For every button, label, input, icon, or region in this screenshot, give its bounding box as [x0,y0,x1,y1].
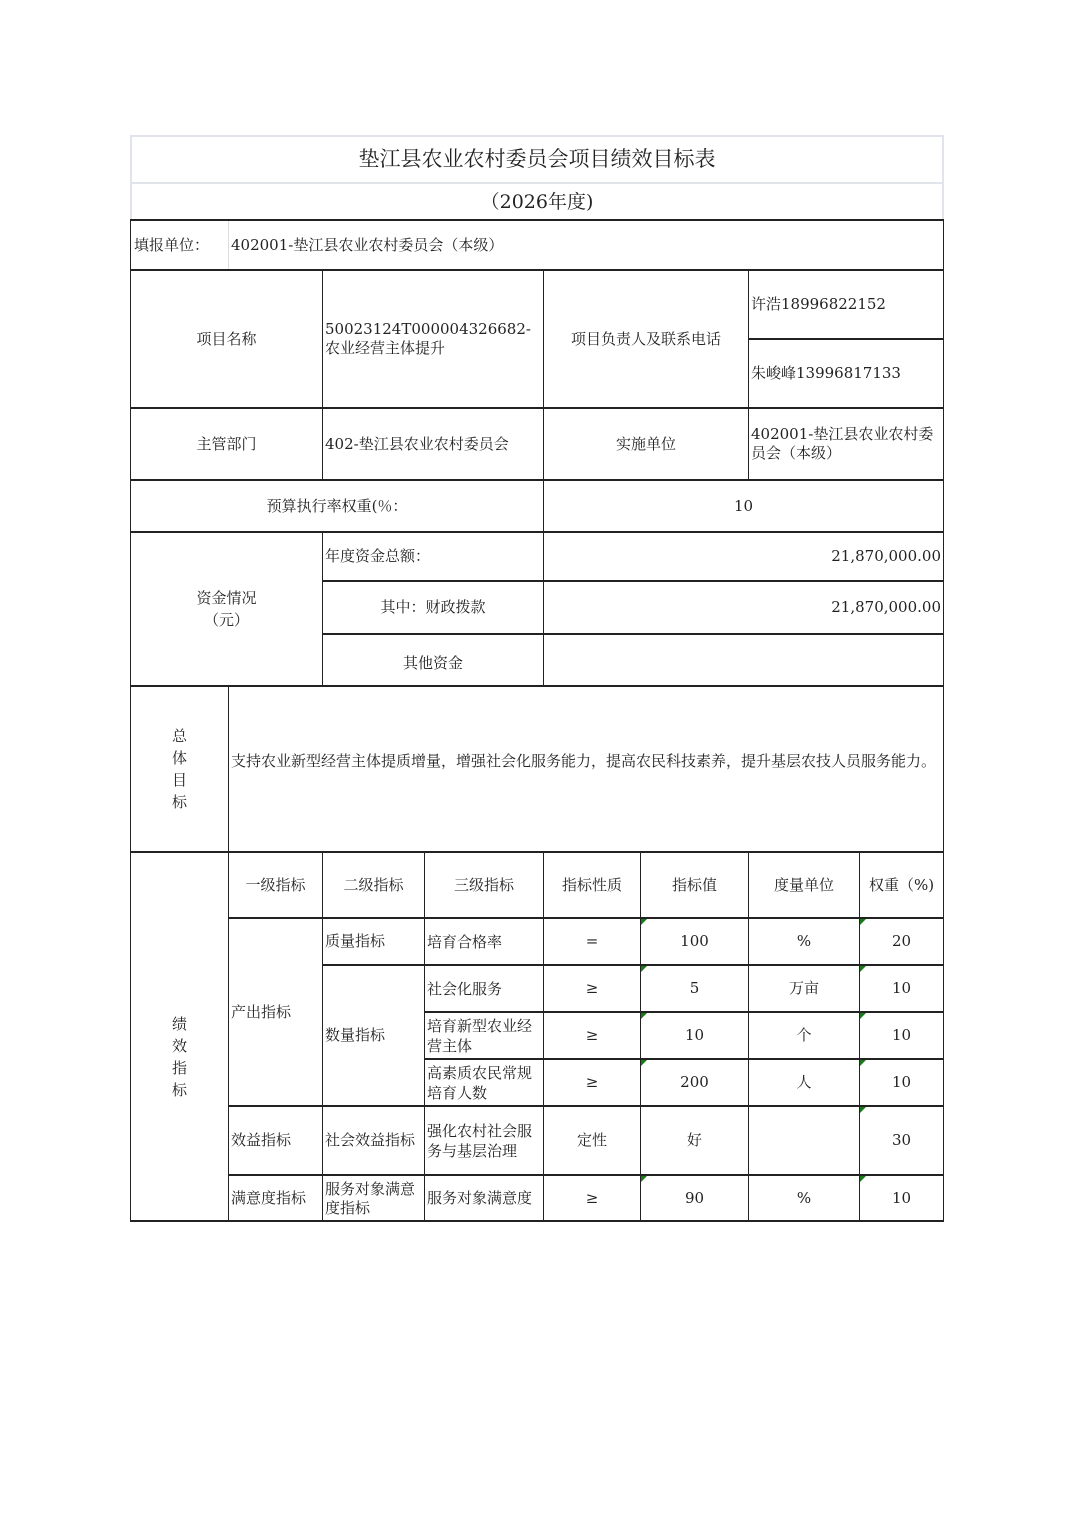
header-value: 指标值 [671,875,717,894]
cell-marker-icon [860,966,866,972]
goal-text: 支持农业新型经营主体提质增量，增强社会化服务能力，提高农民科技素养，提升基层农技人员服务能力。 [231,751,937,770]
level3-cell: 培育合格率 [427,932,503,951]
filing-unit-label: 填报单位： [134,235,210,254]
impl-value: 402001-垫江县农业农村委员会（本级） [751,425,934,462]
title-right-border [942,135,944,221]
funds-fiscal-value: 21,870,000.00 [831,598,941,616]
funds-label [131,533,322,685]
unit-cell: 万亩 [788,979,819,997]
impl-label: 实施单位 [615,434,676,453]
header-level3: 三级指标 [453,875,514,894]
level3-cell: 社会化服务 [427,979,503,998]
level3-cell: 强化农村社会服务与基层治理 [427,1121,533,1160]
nature-cell: 定性 [576,1131,607,1149]
unit-cell: % [796,932,812,950]
value-cell: 好 [686,1131,702,1149]
goal-label-char: 总 [171,727,187,745]
nature-cell: ≥ [585,1026,599,1044]
funds-fiscal-label: 其中：财政拨款 [380,598,486,616]
border [130,1220,944,1222]
dept-label: 主管部门 [196,434,257,453]
budget-weight-value: 10 [733,496,754,515]
cell-marker-icon [641,1013,647,1019]
indicators-label [131,853,228,1220]
goal-label [131,687,228,851]
project-name-value: 50023124T000004326682-农业经营主体提升 [325,320,531,357]
funds-total-value: 21,870,000.00 [831,547,941,565]
funds-unit: （元） [203,611,249,629]
value-cell: 200 [680,1073,709,1091]
cell-marker-icon [641,1176,647,1182]
weight-cell: 10 [891,1188,912,1207]
filing-unit-value: 402001-垫江县农业农村委员会（本级） [231,235,504,254]
level1-output: 产出指标 [231,1002,292,1021]
cell-marker-icon [641,1060,647,1066]
level2-quality: 质量指标 [325,932,386,950]
funds-other-label: 其他资金 [402,653,463,672]
goal-label-char: 体 [171,749,187,767]
weight-cell: 10 [891,1073,912,1091]
budget-weight-label: 预算执行率权重(％： [266,496,408,515]
unit-cell: % [796,1188,812,1207]
value-cell: 100 [680,932,709,950]
cell-marker-icon [641,919,647,925]
level3-cell: 高素质农民常规培育人数 [427,1063,533,1102]
level1-satisfaction: 满意度指标 [231,1188,307,1207]
nature-cell: ≥ [585,979,599,997]
header-nature: 指标性质 [561,875,622,894]
contact-label: 项目负责人及联系电话 [570,329,721,348]
header-level1: 一级指标 [245,875,306,894]
level3-cell: 服务对象满意度 [427,1189,533,1207]
cell-marker-icon [860,1013,866,1019]
cell-marker-icon [860,919,866,925]
level2-quantity: 数量指标 [325,1026,386,1044]
value-cell: 90 [684,1188,705,1207]
funds-label-text: 资金情况 [196,589,257,607]
value-cell: 5 [689,979,700,997]
cell-marker-icon [860,1107,866,1113]
weight-cell: 10 [891,1026,912,1044]
cell-marker-icon [641,966,647,972]
indicators-label-char: 效 [171,1036,187,1055]
unit-cell [749,1107,859,1174]
dept-value: 402-垫江县农业农村委员会 [325,434,509,453]
header-unit: 度量单位 [773,875,834,894]
header-weight: 权重（%) [868,875,935,894]
contact-person-1: 许浩18996822152 [751,295,886,313]
nature-cell: = [585,932,599,950]
funds-other-value [544,635,943,685]
level1-benefit: 效益指标 [231,1131,292,1149]
header-level2: 二级指标 [343,875,404,894]
year-subtitle: （2026年度) [480,191,594,213]
weight-cell: 10 [891,979,912,997]
contact-person-2: 朱峻峰13996817133 [751,364,901,382]
goal-label-char: 标 [171,793,187,811]
level3-cell: 培育新型农业经营主体 [427,1016,533,1055]
value-cell: 10 [684,1026,705,1044]
project-name-label: 项目名称 [196,329,257,348]
indicators-label-char: 绩 [171,1014,187,1033]
cell-marker-icon [860,1060,866,1066]
level2-service: 服务对象满意度指标 [325,1180,416,1217]
cell-marker-icon [860,1176,866,1182]
unit-cell: 人 [796,1073,812,1091]
weight-cell: 20 [891,932,912,950]
border [943,219,944,1222]
funds-total-label: 年度资金总额： [325,547,431,565]
level2-social: 社会效益指标 [325,1131,416,1149]
nature-cell: ≥ [585,1073,599,1091]
unit-cell: 个 [796,1026,812,1044]
indicators-label-char: 指 [171,1058,187,1077]
page-title: 垫江县农业农村委员会项目绩效目标表 [358,147,716,171]
weight-cell: 30 [891,1131,912,1149]
indicators-label-char: 标 [171,1080,187,1099]
goal-label-char: 目 [171,771,187,789]
nature-cell: ≥ [585,1188,599,1207]
